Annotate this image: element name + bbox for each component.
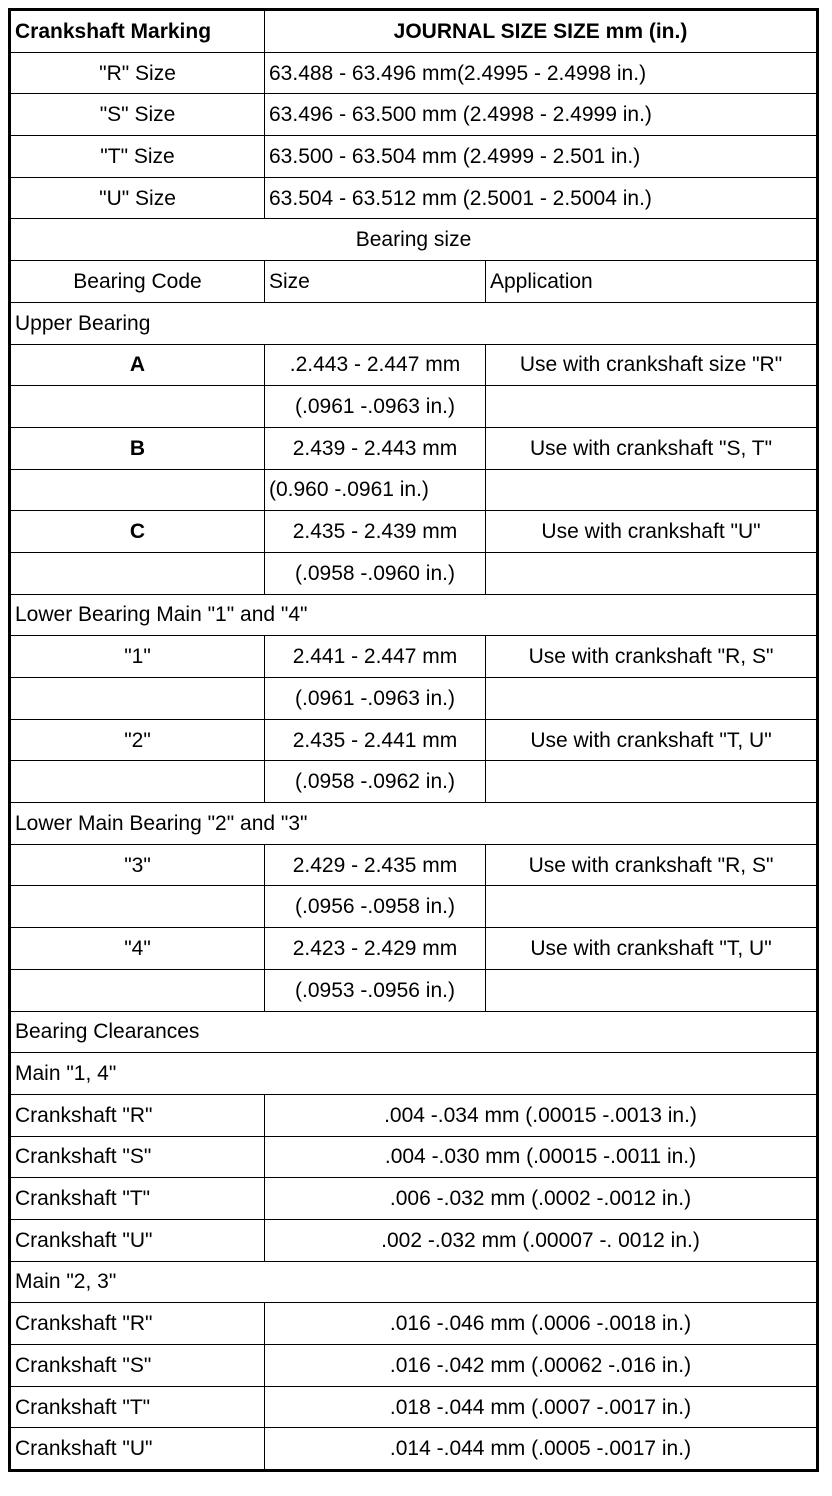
table-row — [10, 636, 818, 678]
header-size: Size — [265, 261, 486, 303]
empty-cell — [486, 761, 818, 803]
table-row — [10, 94, 818, 136]
journal-size: 63.488 - 63.496 mm(2.4995 - 2.4998 in.) — [265, 52, 818, 94]
journal-marking: "U" Size — [10, 177, 265, 219]
table-row — [10, 469, 818, 511]
table-row — [10, 511, 818, 553]
clearance-value: .016 -.042 mm (.00062 -.016 in.) — [265, 1345, 818, 1387]
bearing-application: Use with crankshaft "S, T" — [486, 427, 818, 469]
bearing-code: B — [10, 427, 265, 469]
journal-size: 63.500 - 63.504 mm (2.4999 - 2.501 in.) — [265, 136, 818, 178]
table-row — [10, 1178, 818, 1220]
bearing-application: Use with crankshaft "R, S" — [486, 844, 818, 886]
clearance-label: Crankshaft "R" — [10, 1094, 265, 1136]
clearance-value: .016 -.046 mm (.0006 -.0018 in.) — [265, 1303, 818, 1345]
table-row — [10, 344, 818, 386]
clearance-label: Crankshaft "T" — [10, 1178, 265, 1220]
lower-main-2-3-title: Lower Main Bearing "2" and "3" — [10, 803, 818, 845]
bearing-size-in: (.0953 -.0956 in.) — [265, 969, 486, 1011]
journal-size: 63.496 - 63.500 mm (2.4998 - 2.4999 in.) — [265, 94, 818, 136]
bearing-size-mm: 2.441 - 2.447 mm — [265, 636, 486, 678]
journal-marking: "S" Size — [10, 94, 265, 136]
spec-document — [8, 8, 819, 1472]
section-title-row — [10, 1261, 818, 1303]
empty-cell — [10, 678, 265, 720]
bearing-size-in: (.0961 -.0963 in.) — [265, 386, 486, 428]
header-crankshaft-marking: Crankshaft Marking — [10, 10, 265, 53]
bearing-size-in: (.0961 -.0963 in.) — [265, 678, 486, 720]
table-row — [10, 177, 818, 219]
bearing-code: A — [10, 344, 265, 386]
table-row — [10, 886, 818, 928]
clearance-label: Crankshaft "U" — [10, 1428, 265, 1471]
empty-cell — [486, 678, 818, 720]
clearance-value: .002 -.032 mm (.00007 -. 0012 in.) — [265, 1219, 818, 1261]
header-application: Application — [486, 261, 818, 303]
bearing-size-mm: 2.435 - 2.439 mm — [265, 511, 486, 553]
empty-cell — [10, 386, 265, 428]
crankshaft-bearing-table — [8, 8, 819, 1472]
bearing-size-mm: 2.439 - 2.443 mm — [265, 427, 486, 469]
empty-cell — [486, 886, 818, 928]
clearance-value: .004 -.030 mm (.00015 -.0011 in.) — [265, 1136, 818, 1178]
table-row — [10, 678, 818, 720]
clearance-value: .006 -.032 mm (.0002 -.0012 in.) — [265, 1178, 818, 1220]
table-row — [10, 761, 818, 803]
bearing-application: Use with crankshaft size "R" — [486, 344, 818, 386]
table-row — [10, 552, 818, 594]
bearing-code: "3" — [10, 844, 265, 886]
clearance-label: Crankshaft "R" — [10, 1303, 265, 1345]
table-row — [10, 1345, 818, 1387]
section-title-row — [10, 1053, 818, 1095]
section-title-row — [10, 219, 818, 261]
empty-cell — [10, 761, 265, 803]
lower-main-1-4-title: Lower Bearing Main "1" and "4" — [10, 594, 818, 636]
bearing-size-in: (.0958 -.0960 in.) — [265, 552, 486, 594]
bearing-size-in: (0.960 -.0961 in.) — [265, 469, 486, 511]
header-journal-size: JOURNAL SIZE SIZE mm (in.) — [265, 10, 818, 53]
empty-cell — [486, 469, 818, 511]
clearance-value: .004 -.034 mm (.00015 -.0013 in.) — [265, 1094, 818, 1136]
table-row — [10, 427, 818, 469]
journal-marking: "T" Size — [10, 136, 265, 178]
journal-size: 63.504 - 63.512 mm (2.5001 - 2.5004 in.) — [265, 177, 818, 219]
bearing-code: "2" — [10, 719, 265, 761]
header-bearing-code: Bearing Code — [10, 261, 265, 303]
empty-cell — [10, 469, 265, 511]
clearance-label: Crankshaft "S" — [10, 1136, 265, 1178]
bearing-size-mm: 2.423 - 2.429 mm — [265, 928, 486, 970]
table-row — [10, 386, 818, 428]
bearing-application: Use with crankshaft "T, U" — [486, 719, 818, 761]
bearing-size-mm: 2.429 - 2.435 mm — [265, 844, 486, 886]
section-title-row — [10, 594, 818, 636]
table-row — [10, 52, 818, 94]
bearing-size-title: Bearing size — [10, 219, 818, 261]
bearing-size-in: (.0956 -.0958 in.) — [265, 886, 486, 928]
table-row — [10, 1303, 818, 1345]
bearing-code: "4" — [10, 928, 265, 970]
clearance-label: Crankshaft "S" — [10, 1345, 265, 1387]
section-title-row — [10, 302, 818, 344]
clearance-value: .018 -.044 mm (.0007 -.0017 in.) — [265, 1386, 818, 1428]
bearing-code: "1" — [10, 636, 265, 678]
bearing-application: Use with crankshaft "U" — [486, 511, 818, 553]
upper-bearing-title: Upper Bearing — [10, 302, 818, 344]
table-row — [10, 136, 818, 178]
table-row — [10, 1094, 818, 1136]
main-1-4-title: Main "1, 4" — [10, 1053, 818, 1095]
section-title-row — [10, 803, 818, 845]
table-row — [10, 928, 818, 970]
section-title-row — [10, 1011, 818, 1053]
bearing-size-in: (.0958 -.0962 in.) — [265, 761, 486, 803]
bearing-code: C — [10, 511, 265, 553]
bearing-application: Use with crankshaft "R, S" — [486, 636, 818, 678]
bearing-clearances-title: Bearing Clearances — [10, 1011, 818, 1053]
bearing-application: Use with crankshaft "T, U" — [486, 928, 818, 970]
table-row — [10, 1386, 818, 1428]
clearance-value: .014 -.044 mm (.0005 -.0017 in.) — [265, 1428, 818, 1471]
bearing-size-mm: .2.443 - 2.447 mm — [265, 344, 486, 386]
empty-cell — [10, 969, 265, 1011]
table-row — [10, 844, 818, 886]
clearance-label: Crankshaft "U" — [10, 1219, 265, 1261]
main-2-3-title: Main "2, 3" — [10, 1261, 818, 1303]
empty-cell — [10, 552, 265, 594]
table-row — [10, 1136, 818, 1178]
table-row — [10, 1428, 818, 1471]
empty-cell — [486, 552, 818, 594]
empty-cell — [486, 969, 818, 1011]
bearing-size-mm: 2.435 - 2.441 mm — [265, 719, 486, 761]
bearing-header-row — [10, 261, 818, 303]
empty-cell — [10, 886, 265, 928]
table-row — [10, 969, 818, 1011]
journal-marking: "R" Size — [10, 52, 265, 94]
empty-cell — [486, 386, 818, 428]
table-row — [10, 1219, 818, 1261]
table-header-row — [10, 10, 818, 53]
table-row — [10, 719, 818, 761]
clearance-label: Crankshaft "T" — [10, 1386, 265, 1428]
